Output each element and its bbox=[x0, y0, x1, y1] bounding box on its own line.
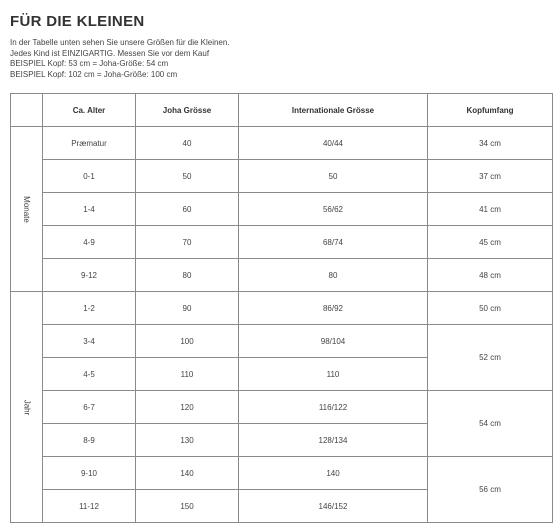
international-size-cell: 50 bbox=[239, 160, 428, 193]
international-size-cell: 80 bbox=[239, 259, 428, 292]
head-circumference-cell: 34 cm bbox=[428, 127, 553, 160]
age-cell: Præmatur bbox=[43, 127, 136, 160]
table-row bbox=[11, 292, 553, 325]
table-row bbox=[11, 325, 553, 358]
age-cell: 6-7 bbox=[43, 391, 136, 424]
head-circumference-cell: 48 cm bbox=[428, 259, 553, 292]
age-cell: 9-12 bbox=[43, 259, 136, 292]
joha-size-cell: 60 bbox=[136, 193, 239, 226]
group-label-cell bbox=[11, 292, 43, 523]
head-circumference-cell: 52 cm bbox=[428, 325, 553, 391]
age-cell: 8-9 bbox=[43, 424, 136, 457]
head-circumference-cell: 41 cm bbox=[428, 193, 553, 226]
head-circumference-cell: 45 cm bbox=[428, 226, 553, 259]
age-cell: 3-4 bbox=[43, 325, 136, 358]
header-age: Ca. Alter bbox=[43, 94, 136, 127]
joha-size-cell: 100 bbox=[136, 325, 239, 358]
intro-line: In der Tabelle unten sehen Sie unsere Größen für die Kleinen. bbox=[10, 38, 230, 47]
head-circumference-cell: 37 cm bbox=[428, 160, 553, 193]
joha-size-cell: 120 bbox=[136, 391, 239, 424]
joha-size-cell: 40 bbox=[136, 127, 239, 160]
header-joha-size: Joha Grösse bbox=[136, 94, 239, 127]
international-size-cell: 116/122 bbox=[239, 391, 428, 424]
head-circumference-cell: 54 cm bbox=[428, 391, 553, 457]
table-row bbox=[11, 127, 553, 160]
page-title: FÜR DIE KLEINEN bbox=[10, 13, 145, 30]
intro-line: Jedes Kind ist EINZIGARTIG. Messen Sie vor dem Kauf bbox=[10, 48, 210, 58]
header-international-size: Internationale Grösse bbox=[239, 94, 428, 127]
group-label-jahr: Jahr bbox=[22, 399, 31, 415]
table-row bbox=[11, 457, 553, 490]
international-size-cell: 146/152 bbox=[239, 490, 428, 523]
international-size-cell: 56/62 bbox=[239, 193, 428, 226]
joha-size-cell: 50 bbox=[136, 160, 239, 193]
age-cell: 9-10 bbox=[43, 457, 136, 490]
intro-text bbox=[10, 38, 230, 80]
group-label-cell bbox=[11, 127, 43, 292]
table-row bbox=[11, 160, 553, 193]
table-row bbox=[11, 259, 553, 292]
joha-size-cell: 70 bbox=[136, 226, 239, 259]
head-circumference-cell: 50 cm bbox=[428, 292, 553, 325]
international-size-cell: 128/134 bbox=[239, 424, 428, 457]
international-size-cell: 40/44 bbox=[239, 127, 428, 160]
joha-size-cell: 90 bbox=[136, 292, 239, 325]
joha-size-cell: 130 bbox=[136, 424, 239, 457]
table-row bbox=[11, 391, 553, 424]
intro-line: BEISPIEL Kopf: 53 cm = Joha-Größe: 54 cm bbox=[10, 59, 169, 68]
international-size-cell: 98/104 bbox=[239, 325, 428, 358]
head-circumference-cell: 56 cm bbox=[428, 457, 553, 523]
group-label-monate: Monate bbox=[22, 195, 31, 223]
intro-line: BEISPIEL Kopf: 102 cm = Joha-Größe: 100 cm bbox=[10, 69, 178, 79]
international-size-cell: 140 bbox=[239, 457, 428, 490]
table-header-row bbox=[11, 94, 553, 127]
joha-size-cell: 150 bbox=[136, 490, 239, 523]
international-size-cell: 110 bbox=[239, 358, 428, 391]
age-cell: 1-2 bbox=[43, 292, 136, 325]
table-row bbox=[11, 226, 553, 259]
age-cell: 0-1 bbox=[43, 160, 136, 193]
age-cell: 11-12 bbox=[43, 490, 136, 523]
age-cell: 1-4 bbox=[43, 193, 136, 226]
size-table bbox=[10, 93, 553, 523]
joha-size-cell: 140 bbox=[136, 457, 239, 490]
international-size-cell: 86/92 bbox=[239, 292, 428, 325]
joha-size-cell: 80 bbox=[136, 259, 239, 292]
header-group bbox=[11, 94, 43, 127]
international-size-cell: 68/74 bbox=[239, 226, 428, 259]
joha-size-cell: 110 bbox=[136, 358, 239, 391]
age-cell: 4-5 bbox=[43, 358, 136, 391]
header-head-circumference: Kopfumfang bbox=[428, 94, 553, 127]
age-cell: 4-9 bbox=[43, 226, 136, 259]
table-row bbox=[11, 193, 553, 226]
